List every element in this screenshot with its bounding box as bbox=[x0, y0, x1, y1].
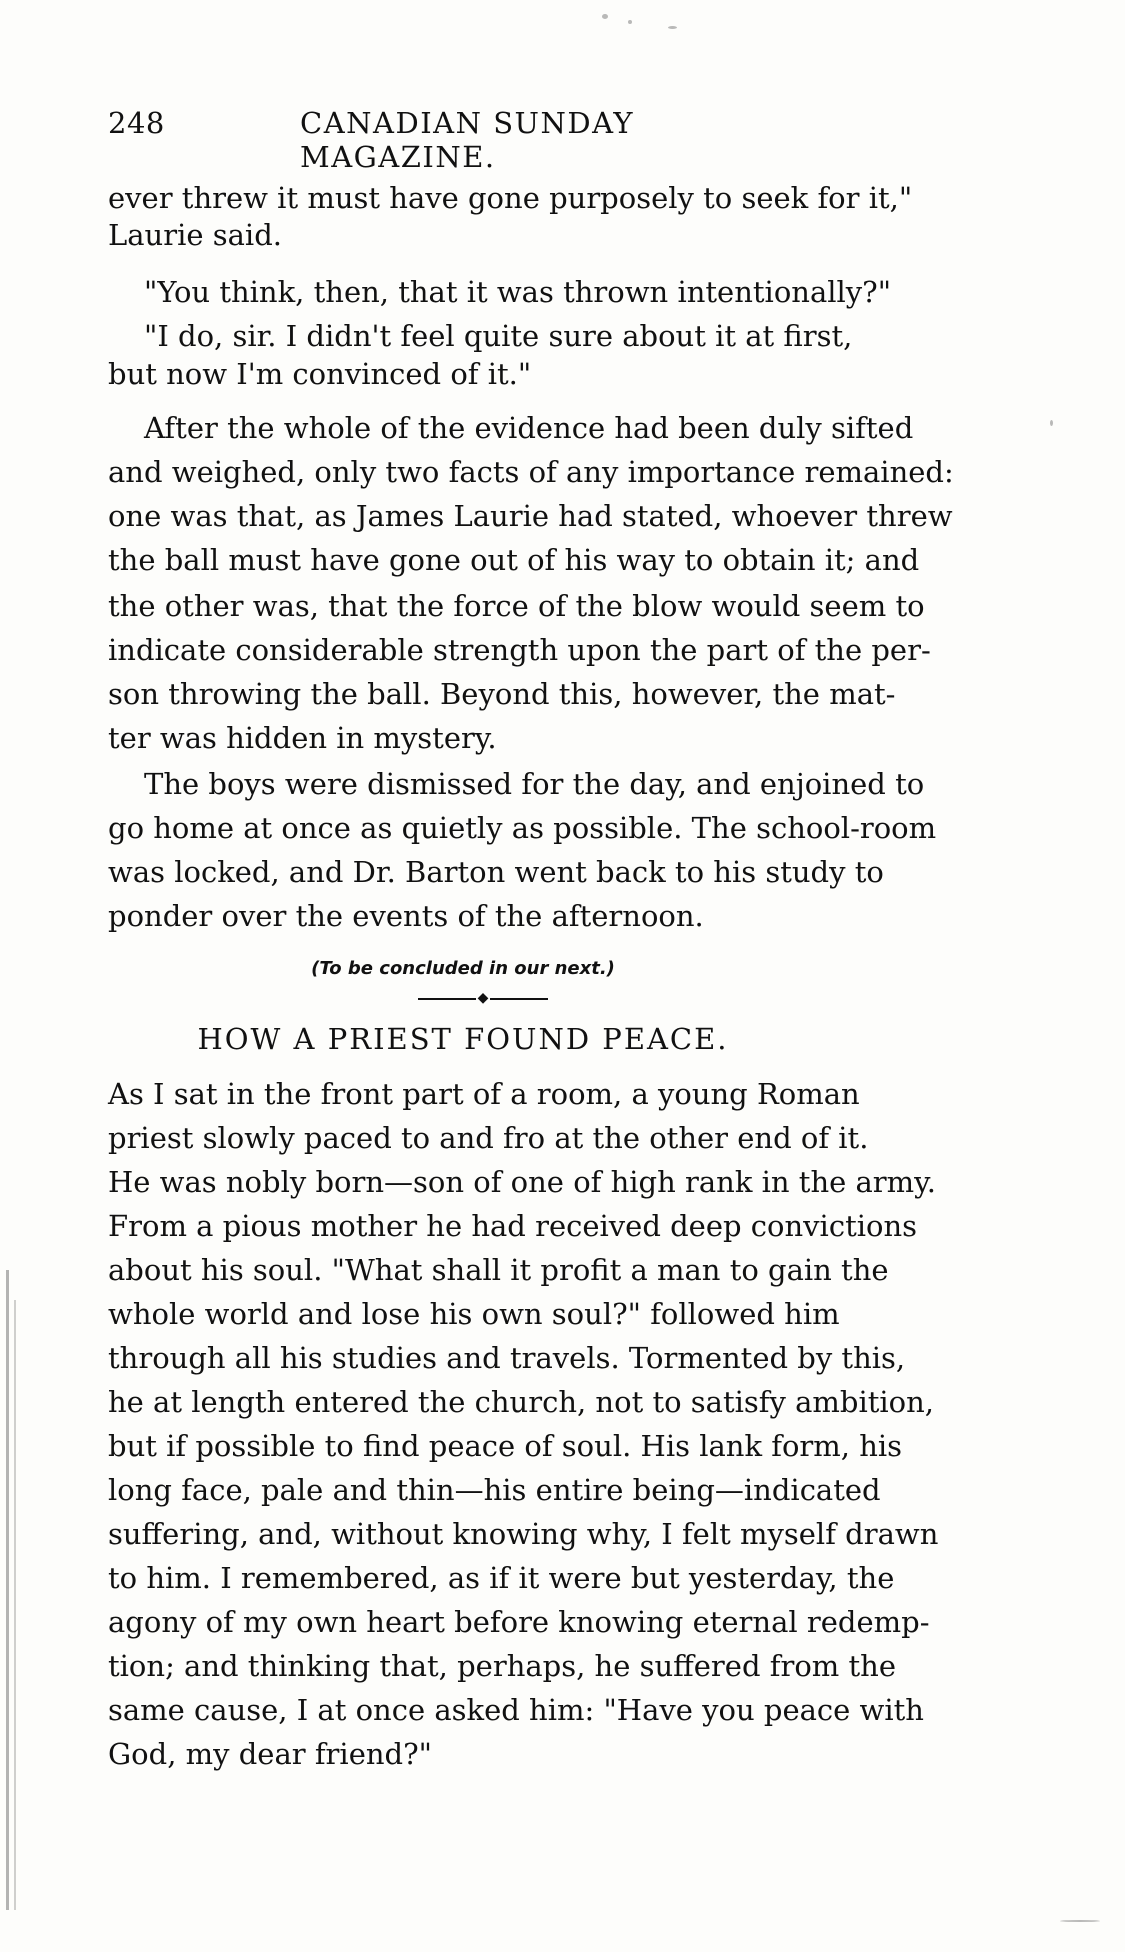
text-line: agony of my own heart before knowing eternal redemp- bbox=[108, 1605, 930, 1639]
text-line: From a pious mother he had received deep convictions bbox=[108, 1209, 918, 1243]
print-speck bbox=[602, 14, 608, 19]
text-line: As I sat in the front part of a room, a young Roman bbox=[108, 1077, 860, 1111]
text-line: but if possible to find peace of soul. His lank form, his bbox=[108, 1429, 903, 1463]
text-line: Laurie said. bbox=[108, 218, 282, 252]
page-number: 248 bbox=[108, 106, 165, 140]
text-line: He was nobly born—son of one of high rank in the army. bbox=[108, 1165, 936, 1199]
text-line: same cause, I at once asked him: "Have you peace with bbox=[108, 1693, 924, 1727]
continuation-footnote: (To be concluded in our next.) bbox=[311, 958, 615, 979]
text-line: about his soul. "What shall it profit a man to gain the bbox=[108, 1253, 889, 1287]
text-line: but now I'm convinced of it." bbox=[108, 357, 532, 391]
story-continued bbox=[108, 180, 954, 940]
print-speck bbox=[1050, 420, 1053, 426]
text-line: suffering, and, without knowing why, I felt myself drawn bbox=[108, 1517, 939, 1551]
text-line: ponder over the events of the afternoon. bbox=[108, 899, 704, 933]
text-line: whole world and lose his own soul?" followed him bbox=[108, 1297, 840, 1331]
text-line: ever threw it must have gone purposely to seek for it," bbox=[108, 181, 913, 215]
text-line: one was that, as James Laurie had stated, whoever threw bbox=[108, 499, 953, 533]
print-speck bbox=[628, 20, 632, 24]
text-line: to him. I remembered, as if it were but yesterday, the bbox=[108, 1561, 895, 1595]
divider-ornament-icon: ◆ bbox=[477, 990, 489, 1006]
text-line: the ball must have gone out of his way to obtain it; and bbox=[108, 543, 920, 577]
text-line: priest slowly paced to and fro at the other end of it. bbox=[108, 1121, 869, 1155]
text-line: God, my dear friend?" bbox=[108, 1737, 432, 1771]
article-body bbox=[108, 1076, 939, 1796]
section-divider bbox=[418, 990, 548, 1006]
divider-rule-left bbox=[418, 998, 476, 1000]
running-title: CANADIAN SUNDAY MAGAZINE. bbox=[300, 106, 635, 174]
text-line: After the whole of the evidence had been duly sifted bbox=[144, 411, 914, 445]
text-line: through all his studies and travels. Tormented by this, bbox=[108, 1341, 906, 1375]
print-speck bbox=[668, 26, 677, 29]
text-line: The boys were dismissed for the day, and enjoined to bbox=[144, 767, 925, 801]
binding-edge-shadow-inner bbox=[14, 1300, 16, 1910]
divider-rule-right bbox=[490, 998, 548, 1000]
text-line: tion; and thinking that, perhaps, he suffered from the bbox=[108, 1649, 896, 1683]
text-line: long face, pale and thin—his entire being—indicated bbox=[108, 1473, 881, 1507]
text-line: son throwing the ball. Beyond this, however, the mat- bbox=[108, 677, 896, 711]
binding-edge-shadow bbox=[6, 1270, 9, 1910]
text-line: was locked, and Dr. Barton went back to his study to bbox=[108, 855, 884, 889]
page-header bbox=[108, 106, 828, 174]
article-heading: HOW A PRIEST FOUND PEACE. bbox=[197, 1022, 729, 1056]
text-line: indicate considerable strength upon the part of the per- bbox=[108, 633, 931, 667]
text-line: go home at once as quietly as possible. The school-room bbox=[108, 811, 937, 845]
text-line: "You think, then, that it was thrown intentionally?" bbox=[144, 275, 892, 309]
text-line: "I do, sir. I didn't feel quite sure about it at first, bbox=[144, 319, 853, 353]
text-line: and weighed, only two facts of any importance remained: bbox=[108, 455, 954, 489]
text-line: he at length entered the church, not to satisfy ambition, bbox=[108, 1385, 935, 1419]
print-speck bbox=[1060, 1920, 1100, 1922]
text-line: ter was hidden in mystery. bbox=[108, 721, 497, 755]
text-line: the other was, that the force of the blow would seem to bbox=[108, 589, 925, 623]
